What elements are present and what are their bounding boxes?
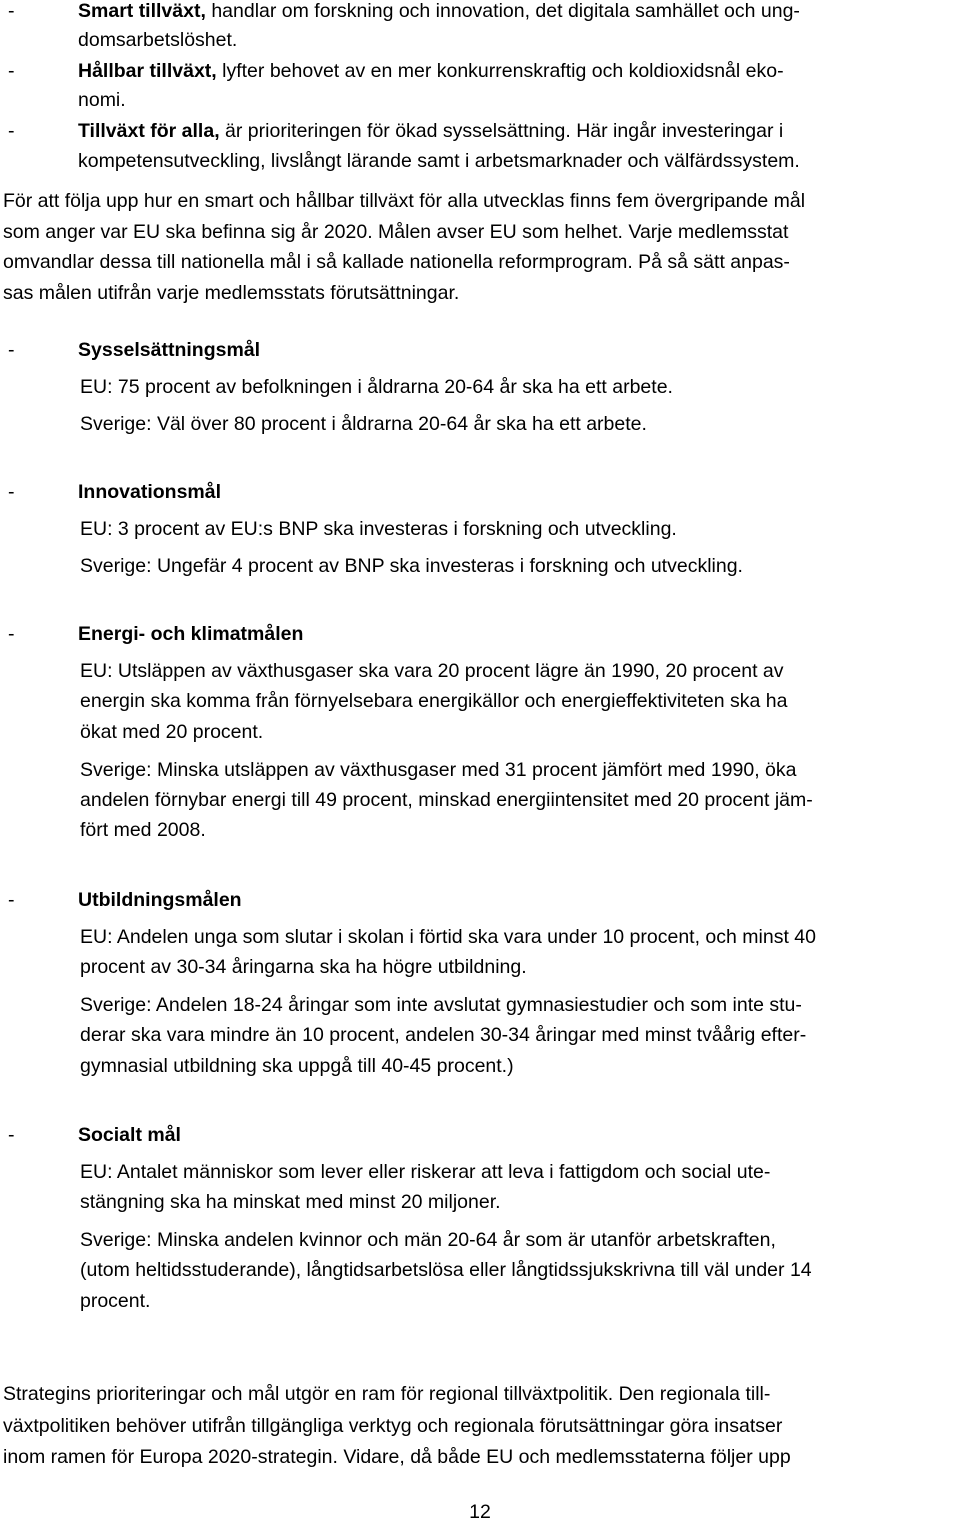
goal-se-text: derar ska vara mindre än 10 procent, andelen 30-34 åringar med minst tvåårig efter- (80, 1024, 807, 1046)
goal-se-text: gymnasial utbildning ska uppgå till 40-45 procent.) (80, 1055, 514, 1077)
paragraph-line: Strategins prioriteringar och mål utgör en ram för regional tillväxtpolitik. Den regionala till- (3, 1383, 771, 1405)
bullet-dash: - (8, 60, 15, 82)
goal-se-text: Sverige: Andelen 18-24 åringar som inte avslutat gymnasiestudier och som inte stu- (80, 994, 802, 1016)
page-number: 12 (469, 1501, 491, 1523)
bullet-bold-label: Hållbar tillväxt, (78, 60, 217, 82)
goal-eu-text: stängning ska ha minskat med minst 20 miljoner. (80, 1191, 501, 1213)
bullet-text: kompetensutveckling, livslångt lärande samt i arbetsmarknader och välfärdssystem. (78, 150, 800, 172)
bullet-text: handlar om forskning och innovation, det digitala samhället och ung- (211, 0, 800, 22)
goal-eu-text: energin ska komma från förnyelsebara energikällor och energieffektiviteten ska ha (80, 690, 788, 712)
paragraph-line: som anger var EU ska befinna sig år 2020. Målen avser EU som helhet. Varje medlemsstat (3, 220, 789, 243)
goal-eu-text: EU: 3 procent av EU:s BNP ska investeras i forskning och utveckling. (80, 518, 677, 540)
bullet-text: är prioriteringen för ökad sysselsättning. Här ingår investeringar i (225, 120, 784, 142)
goal-se-text: andelen förnybar energi till 49 procent, minskad energiintensitet med 20 procent jäm- (80, 789, 813, 811)
goal-dash: - (8, 623, 15, 645)
goal-se-text: (utom heltidsstuderande), långtidsarbetslösa eller långtidssjukskrivna till väl under 14 (80, 1259, 812, 1281)
goal-eu-text: procent av 30-34 åringarna ska ha högre utbildning. (80, 956, 527, 978)
paragraph-line: inom ramen för Europa 2020-strategin. Vidare, då både EU och medlemsstaterna följer upp (3, 1446, 791, 1468)
goal-eu-text: EU: 75 procent av befolkningen i åldrarna 20-64 år ska ha ett arbete. (80, 376, 673, 398)
bullet-text: lyfter behovet av en mer konkurrenskraftig och koldioxidsnål eko- (222, 60, 784, 82)
goal-title: Energi- och klimatmålen (78, 623, 304, 645)
goal-se-text: Sverige: Väl över 80 procent i åldrarna 20-64 år ska ha ett arbete. (80, 413, 647, 435)
goal-dash: - (8, 481, 15, 503)
paragraph-line: För att följa upp hur en smart och hållbar tillväxt för alla utvecklas finns fem övergripande mål (3, 190, 806, 212)
paragraph-regional-policy (3, 1379, 958, 1474)
goal-se-text: Sverige: Ungefär 4 procent av BNP ska investeras i forskning och utveckling. (80, 555, 743, 577)
bullet-bold-label: Tillväxt för alla, (78, 120, 220, 142)
goal-se-text: fört med 2008. (80, 819, 206, 841)
paragraph-line: omvandlar dessa till nationella mål i så kallade nationella reformprogram. På så sätt anpas- (3, 251, 790, 273)
goal-dash: - (8, 1124, 15, 1146)
goal-eu-text: ökat med 20 procent. (80, 721, 264, 743)
goal-dash: - (8, 889, 15, 911)
bullet-bold-label: Smart tillväxt, (78, 0, 206, 22)
bullet-text: nomi. (78, 89, 126, 111)
goal-title: Utbildningsmålen (78, 889, 242, 911)
goal-se-text: Sverige: Minska andelen kvinnor och män 20-64 år som är utanför arbetskraften, (80, 1229, 776, 1251)
goal-title: Innovationsmål (78, 481, 222, 503)
paragraph-line: växtpolitiken behöver utifrån tillgängliga verktyg och regionala förutsättningar göra insatser (3, 1414, 783, 1437)
bullet-dash: - (8, 0, 15, 22)
paragraph-line: sas målen utifrån varje medlemsstats förutsättningar. (3, 281, 460, 304)
goal-se-text: procent. (80, 1290, 151, 1312)
goal-title: Sysselsättningsmål (78, 339, 261, 361)
bullet-text: domsarbetslöshet. (78, 29, 238, 51)
bullet-dash: - (8, 120, 15, 142)
paragraph-goals-intro (3, 186, 958, 308)
goal-eu-text: EU: Antalet människor som lever eller riskerar att leva i fattigdom och social ute- (80, 1161, 771, 1183)
goal-dash: - (8, 339, 15, 361)
goal-se-text: Sverige: Minska utsläppen av växthusgaser med 31 procent jämfört med 1990, öka (80, 759, 797, 781)
goal-eu-text: EU: Utsläppen av växthusgaser ska vara 20 procent lägre än 1990, 20 procent av (80, 660, 784, 682)
goal-title: Socialt mål (78, 1124, 181, 1146)
goal-eu-text: EU: Andelen unga som slutar i skolan i förtid ska vara under 10 procent, och minst 40 (80, 926, 816, 948)
